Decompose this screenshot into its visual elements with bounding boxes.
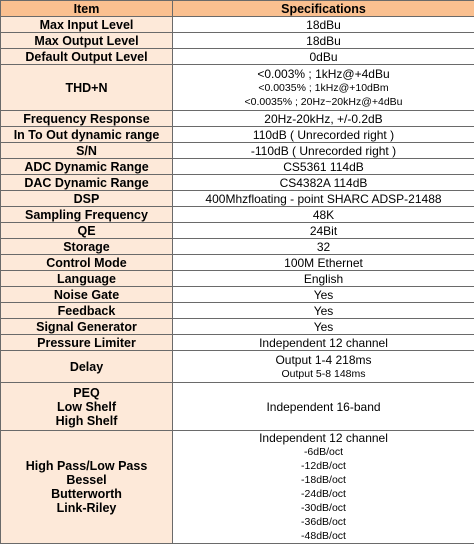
row-label: Sampling Frequency xyxy=(1,207,173,223)
label-line: Bessel xyxy=(3,473,170,487)
table-row xyxy=(1,239,474,255)
table-row xyxy=(1,127,474,143)
header-specifications: Specifications xyxy=(173,1,474,17)
row-label: Frequency Response xyxy=(1,111,173,127)
label-line: High Shelf xyxy=(3,414,170,428)
row-value: 110dB ( Unrecorded right ) xyxy=(173,127,474,143)
value-line: <0.0035% ; 1kHz@+10dBm xyxy=(175,81,472,95)
table-row xyxy=(1,65,474,111)
label-line: PEQ xyxy=(3,386,170,400)
value-line: Output 5-8 148ms xyxy=(175,367,472,381)
table-row xyxy=(1,33,474,49)
table-row xyxy=(1,49,474,65)
table-row xyxy=(1,143,474,159)
row-label: DSP xyxy=(1,191,173,207)
row-label: S/N xyxy=(1,143,173,159)
table-row xyxy=(1,17,474,33)
row-value: CS4382A 114dB xyxy=(173,175,474,191)
row-label: ADC Dynamic Range xyxy=(1,159,173,175)
row-value: 32 xyxy=(173,239,474,255)
table-row xyxy=(1,351,474,383)
row-label: Control Mode xyxy=(1,255,173,271)
header-item: Item xyxy=(1,1,173,17)
row-value: 48K xyxy=(173,207,474,223)
row-label xyxy=(1,383,173,431)
row-value: CS5361 114dB xyxy=(173,159,474,175)
label-line: Low Shelf xyxy=(3,400,170,414)
table-row xyxy=(1,271,474,287)
row-value xyxy=(173,351,474,383)
row-label: DAC Dynamic Range xyxy=(1,175,173,191)
row-value xyxy=(173,431,474,544)
row-label: Noise Gate xyxy=(1,287,173,303)
value-line: -48dB/oct xyxy=(175,529,472,543)
row-value xyxy=(173,65,474,111)
row-value: 400Mhzfloating - point SHARC ADSP-21488 xyxy=(173,191,474,207)
value-line: <0.0035% ; 20Hz~20kHz@+4dBu xyxy=(175,95,472,109)
row-label: Storage xyxy=(1,239,173,255)
table-row xyxy=(1,223,474,239)
row-value: Independent 16-band xyxy=(173,383,474,431)
row-label: Max Input Level xyxy=(1,17,173,33)
row-value: 24Bit xyxy=(173,223,474,239)
row-label: Signal Generator xyxy=(1,319,173,335)
row-label: Feedback xyxy=(1,303,173,319)
label-line: Link-Riley xyxy=(3,501,170,515)
row-label: In To Out dynamic range xyxy=(1,127,173,143)
table-row xyxy=(1,159,474,175)
table-row xyxy=(1,335,474,351)
value-line: -30dB/oct xyxy=(175,501,472,515)
table-row xyxy=(1,255,474,271)
table-row xyxy=(1,207,474,223)
row-value: 100M Ethernet xyxy=(173,255,474,271)
row-value: 18dBu xyxy=(173,33,474,49)
row-value: 0dBu xyxy=(173,49,474,65)
table-row xyxy=(1,175,474,191)
table-row xyxy=(1,319,474,335)
value-line: -12dB/oct xyxy=(175,459,472,473)
table-header-row xyxy=(1,1,474,17)
table-row xyxy=(1,111,474,127)
row-label: QE xyxy=(1,223,173,239)
row-value: Yes xyxy=(173,303,474,319)
row-value: 20Hz-20kHz, +/-0.2dB xyxy=(173,111,474,127)
value-line: -24dB/oct xyxy=(175,487,472,501)
value-line: -18dB/oct xyxy=(175,473,472,487)
row-label: THD+N xyxy=(1,65,173,111)
row-label: Language xyxy=(1,271,173,287)
row-value: -110dB ( Unrecorded right ) xyxy=(173,143,474,159)
table-row xyxy=(1,383,474,431)
value-line: -36dB/oct xyxy=(175,515,472,529)
row-value: Yes xyxy=(173,287,474,303)
row-value: Independent 12 channel xyxy=(173,335,474,351)
table-row xyxy=(1,431,474,544)
table-row xyxy=(1,191,474,207)
label-line: Butterworth xyxy=(3,487,170,501)
row-label: Max Output Level xyxy=(1,33,173,49)
row-value: 18dBu xyxy=(173,17,474,33)
row-value: Yes xyxy=(173,319,474,335)
value-line: -6dB/oct xyxy=(175,445,472,459)
label-line: High Pass/Low Pass xyxy=(3,459,170,473)
row-value: English xyxy=(173,271,474,287)
row-label: Pressure Limiter xyxy=(1,335,173,351)
table-row xyxy=(1,303,474,319)
value-line: Independent 12 channel xyxy=(175,431,472,445)
row-label: Default Output Level xyxy=(1,49,173,65)
value-line: Output 1-4 218ms xyxy=(175,353,472,367)
value-line: <0.003% ; 1kHz@+4dBu xyxy=(175,67,472,81)
table-row xyxy=(1,287,474,303)
row-label xyxy=(1,431,173,544)
row-label: Delay xyxy=(1,351,173,383)
